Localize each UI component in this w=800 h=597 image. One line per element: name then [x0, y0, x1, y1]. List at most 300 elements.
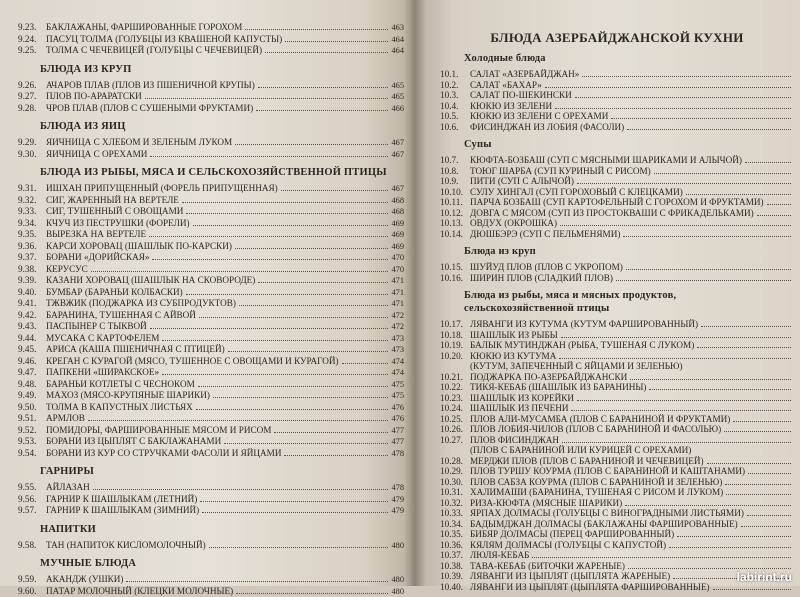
- entry-title: САЛАТ «АЗЕРБАЙДЖАН»: [470, 69, 579, 80]
- toc-entry: [440, 218, 794, 229]
- dot-leader: [625, 498, 791, 506]
- entry-title: КАЗАНИ ХОРОВАЦ (ШАШЛЫК НА СКОВОРОДЕ): [46, 275, 255, 286]
- dot-leader: [726, 487, 791, 495]
- dot-leader: [623, 229, 791, 237]
- dot-leader: [93, 482, 389, 490]
- entry-number: 9.51.: [18, 413, 46, 424]
- entry-number: 9.38.: [18, 264, 46, 275]
- entry-page: 480: [391, 541, 404, 552]
- toc-entry: [18, 218, 404, 230]
- entry-title: КЮКЮ ИЗ ЗЕЛЕНИ С ОРЕХАМИ: [470, 111, 608, 122]
- entry-page: 464: [391, 35, 404, 46]
- toc-entry: [440, 122, 794, 133]
- entry-title: ТАВА-КЕБАБ (БИТОЧКИ ЖАРЕНЫЕ): [470, 561, 625, 572]
- entry-title: БАДЫМДЖАН ДОЛМАСЫ (БАКЛАЖАНЫ ФАРШИРОВАННЫЕ): [470, 519, 738, 530]
- entry-number: 10.26.: [440, 424, 470, 435]
- entry-title: ЯИЧНИЦА С ХЛЕБОМ И ЗЕЛЕНЫМ ЛУКОМ: [46, 137, 232, 148]
- entry-number: 10.29.: [440, 466, 470, 477]
- dot-leader: [213, 390, 388, 398]
- section-heading: НАПИТКИ: [40, 523, 404, 536]
- toc-entry: [18, 379, 404, 391]
- dot-leader: [582, 69, 791, 77]
- entry-title: ШИРИН ПЛОВ (СЛАДКИЙ ПЛОВ): [470, 273, 613, 284]
- dot-leader: [126, 574, 388, 582]
- dot-leader: [228, 344, 389, 352]
- entry-title: ТОЛМА В КАПУСТНЫХ ЛИСТЬЯХ: [46, 402, 193, 413]
- toc-entry: [18, 413, 404, 425]
- entry-title: КРЕГАН С КУРАГОЙ (МЯСО, ТУШЕННОЕ С ОВОЩАМИ И КУРАГОЙ): [46, 356, 339, 367]
- entry-number: 10.16.: [440, 273, 470, 284]
- toc-entry: [18, 310, 404, 322]
- entry-number: 10.12.: [440, 208, 470, 219]
- dot-leader: [626, 262, 791, 270]
- section-heading: БЛЮДА ИЗ КРУП: [40, 63, 404, 76]
- entry-page: 473: [391, 334, 404, 345]
- watermark: labirint.ru: [737, 570, 792, 584]
- entry-continuation: (КУТУМ, ЗАПЕЧЕННЫЙ С ЯЙЦАМИ И ЗЕЛЕНЬЮ): [440, 361, 794, 372]
- entry-number: 10.20.: [440, 351, 470, 362]
- entry-title: БАКЛАЖАНЫ, ФАРШИРОВАННЫЕ ГОРОХОМ: [46, 22, 242, 33]
- toc-entry: [18, 505, 404, 517]
- entry-page: 468: [391, 196, 404, 207]
- toc-entry: [440, 372, 794, 383]
- entry-number: 9.24.: [18, 34, 46, 45]
- dot-leader: [616, 273, 791, 281]
- dot-leader: [199, 310, 389, 318]
- entry-number: 9.32.: [18, 195, 46, 206]
- entry-title: ПОДЖАРКА ПО-АЗЕРБАЙДЖАНСКИ: [470, 372, 627, 383]
- toc-entry: [18, 402, 404, 414]
- toc-entry: [440, 155, 794, 166]
- entry-number: 9.59.: [18, 574, 46, 585]
- dot-leader: [162, 367, 388, 375]
- entry-page: 478: [391, 483, 404, 494]
- entry-title: ПЛОВ ТУРШУ КОУРМА (ПЛОВ С БАРАНИНОЙ И КАШТАНАМИ): [470, 466, 745, 477]
- entry-number: 9.35.: [18, 229, 46, 240]
- toc-entry: [440, 176, 794, 187]
- dot-leader: [186, 287, 389, 295]
- entry-title: ЛЯВАНГИ ИЗ КУТУМА (КУТУМ ФАРШИРОВАННЫЙ): [470, 319, 698, 330]
- dot-leader: [669, 540, 791, 548]
- entry-page: 475: [391, 391, 404, 402]
- entry-number: 10.25.: [440, 414, 470, 425]
- toc-entry: [440, 340, 794, 351]
- entry-number: 10.35.: [440, 529, 470, 540]
- section-heading: МУЧНЫЕ БЛЮДА: [40, 557, 404, 570]
- entry-title: ТОЛМА С ЧЕЧЕВИЦЕЙ (ГОЛУБЦЫ С ЧЕЧЕВИЦЕЙ): [46, 45, 262, 56]
- entry-page: 474: [391, 368, 404, 379]
- toc-entry: [440, 519, 794, 530]
- entry-title: ПЛОВ АЛИ-МУСАМБА (ПЛОВ С БАРАНИНОЙ И ФРУКТАМИ): [470, 414, 730, 425]
- entry-title: БАРАНЬИ КОТЛЕТЫ С ЧЕСНОКОМ: [46, 379, 195, 390]
- section-heading: БЛЮДА ИЗ ЯИЦ: [40, 120, 404, 133]
- entry-title: МАХОЗ (МЯСО-КРУПЯНЫЕ ШАРИКИ): [46, 390, 210, 401]
- toc-entry: [440, 529, 794, 540]
- toc-entry: [18, 436, 404, 448]
- dot-leader: [748, 466, 791, 474]
- entry-title: БОРАНИ «ДОРИЙСКАЯ»: [46, 252, 149, 263]
- toc-entry: [440, 540, 794, 551]
- toc-entry: [18, 275, 404, 287]
- dot-leader: [677, 529, 791, 537]
- entry-number: 10.1.: [440, 69, 470, 80]
- toc-entry: [18, 137, 404, 149]
- entry-title: ДОВГА С МЯСОМ (СУП ИЗ ПРОСТОКВАШИ С ФРИКАДЕЛЬКАМИ): [470, 208, 754, 219]
- entry-page: 463: [391, 23, 404, 34]
- entry-number: 10.39.: [440, 571, 470, 582]
- entry-number: 10.3.: [440, 90, 470, 101]
- dot-leader: [611, 111, 791, 119]
- toc-entry: [18, 149, 404, 161]
- dot-leader: [236, 586, 388, 594]
- toc-entry: [440, 69, 794, 80]
- entry-title: АЙЛАЗАН: [46, 482, 90, 493]
- dot-leader: [284, 448, 388, 456]
- entry-title: ПЛОВ САБЗА КОУРМА (ПЛОВ С БАРАНИНОЙ И ЗЕЛЕНЬЮ): [470, 477, 722, 488]
- dot-leader: [162, 333, 388, 341]
- dot-leader: [560, 218, 791, 226]
- toc-entry: [18, 80, 404, 92]
- dot-leader: [182, 195, 389, 203]
- entry-title: КЮКЮ ИЗ КУТУМА: [470, 351, 556, 362]
- toc-entry: [18, 356, 404, 368]
- dot-leader: [256, 103, 388, 111]
- toc-entry: [440, 382, 794, 393]
- entry-title: ТИКЯ-КЕБАБ (ШАШЛЫК ИЗ БАРАНИНЫ): [470, 382, 646, 393]
- entry-title: МУСАКА С КАРТОФЕЛЕМ: [46, 333, 159, 344]
- entry-title: АРМЛОВ: [46, 413, 85, 424]
- dot-leader: [559, 351, 791, 359]
- entry-number: 10.18.: [440, 330, 470, 341]
- entry-number: 10.37.: [440, 550, 470, 561]
- toc-entry: [18, 298, 404, 310]
- entry-page: 472: [391, 322, 404, 333]
- dot-leader: [281, 183, 389, 191]
- entry-number: 10.34.: [440, 519, 470, 530]
- entry-title: ГАРНИР К ШАШЛЫКАМ (ЛЕТНИЙ): [46, 494, 197, 505]
- entry-page: 475: [391, 380, 404, 391]
- dot-leader: [88, 413, 389, 421]
- entry-number: 10.13.: [440, 218, 470, 229]
- entry-page: 476: [391, 414, 404, 425]
- toc-entry: [18, 333, 404, 345]
- entry-title: ШУЙУД ПЛОВ (ПЛОВ С УКРОПОМ): [470, 262, 623, 273]
- page-title: БЛЮДА АЗЕРБАЙДЖАНСКОЙ КУХНИ: [440, 30, 794, 46]
- entry-number: 9.55.: [18, 482, 46, 493]
- entry-number: 10.38.: [440, 561, 470, 572]
- entry-title: ВЫРЕЗКА НА ВЕРТЕЛЕ: [46, 229, 146, 240]
- entry-title: БОРАНИ ИЗ ЦЫПЛЯТ С БАКЛАЖАНАМИ: [46, 436, 221, 447]
- dot-leader: [575, 90, 791, 98]
- toc-entry: [18, 367, 404, 379]
- entry-number: 9.43.: [18, 321, 46, 332]
- dot-leader: [562, 435, 791, 443]
- toc-entry: [18, 540, 404, 552]
- entry-title: БУМБАР (БАРАНЬИ КОЛБАСКИ): [46, 287, 183, 298]
- entry-number: 10.7.: [440, 155, 470, 166]
- dot-leader: [571, 403, 791, 411]
- dot-leader: [627, 122, 791, 130]
- entry-title: ШАШЛЫК ИЗ КОРЕЙКИ: [470, 393, 574, 404]
- dot-leader: [235, 137, 388, 145]
- entry-title: СИГ, ТУШЕННЫЙ С ОВОЩАМИ: [46, 206, 183, 217]
- dot-leader: [701, 319, 791, 327]
- toc-entry: [18, 287, 404, 299]
- dot-leader: [91, 264, 389, 272]
- entry-number: 10.10.: [440, 187, 470, 198]
- dot-leader: [342, 356, 389, 364]
- entry-number: 9.30.: [18, 149, 46, 160]
- entry-page: 467: [391, 150, 404, 161]
- entry-number: 9.44.: [18, 333, 46, 344]
- entry-title: ЧРОВ ПЛАВ (ПЛОВ С СУШЕНЫМИ ФРУКТАМИ): [46, 103, 253, 114]
- entry-number: 10.9.: [440, 176, 470, 187]
- toc-entry: [18, 264, 404, 276]
- entry-number: 10.19.: [440, 340, 470, 351]
- entry-title: ПАСУЦ ТОЛМА (ГОЛУБЦЫ ИЗ КВАШЕНОЙ КАПУСТЫ): [46, 34, 282, 45]
- entry-title: ЯИЧНИЦА С ОРЕХАМИ: [46, 149, 147, 160]
- entry-number: 9.47.: [18, 367, 46, 378]
- toc-entry: [440, 403, 794, 414]
- dot-leader: [186, 206, 388, 214]
- toc-entry: [440, 101, 794, 112]
- entry-title: ПИТИ (СУП С АЛЫЧОЙ): [470, 176, 574, 187]
- entry-title: БАРАНИНА, ТУШЕННАЯ С АЙВОЙ: [46, 310, 196, 321]
- entry-title: ДЮШБЭРЭ (СУП С ПЕЛЬМЕНЯМИ): [470, 229, 620, 240]
- entry-number: 9.40.: [18, 287, 46, 298]
- entry-number: 10.2.: [440, 80, 470, 91]
- dot-leader: [258, 80, 389, 88]
- dot-leader: [149, 229, 388, 237]
- entry-number: 9.37.: [18, 252, 46, 263]
- dot-leader: [654, 166, 791, 174]
- entry-number: 10.15.: [440, 262, 470, 273]
- entry-number: 9.48.: [18, 379, 46, 390]
- dot-leader: [649, 382, 791, 390]
- toc-entry: [18, 241, 404, 253]
- entry-page: 469: [391, 230, 404, 241]
- toc-entry: [440, 487, 794, 498]
- entry-title: ТЖВЖИК (ПОДЖАРКА ИЗ СУБПРОДУКТОВ): [46, 298, 236, 309]
- entry-number: 9.53.: [18, 436, 46, 447]
- toc-entry: [18, 45, 404, 57]
- dot-leader: [196, 402, 389, 410]
- dot-leader: [545, 80, 791, 88]
- entry-page: 477: [391, 437, 404, 448]
- entry-title: АЧАРОВ ПЛАВ (ПЛОВ ИЗ ПШЕНИЧНОЙ КРУПЫ): [46, 80, 255, 91]
- entry-title: БОРАНИ ИЗ КУР СО СТРУЧКАМИ ФАСОЛИ И ЯЙЦАМИ: [46, 448, 281, 459]
- entry-number: 10.32.: [440, 498, 470, 509]
- entry-number: 9.45.: [18, 344, 46, 355]
- entry-number: 10.11.: [440, 197, 470, 208]
- toc-entry: [18, 103, 404, 115]
- entry-page: 469: [391, 242, 404, 253]
- toc-entry: [440, 319, 794, 330]
- entry-title: ТОЮГ ШАРБА (СУП КУРИНЫЙ С РИСОМ): [470, 166, 651, 177]
- right-page: [414, 0, 800, 586]
- entry-number: 10.36.: [440, 540, 470, 551]
- entry-title: АКАНДЖ (УШКИ): [46, 574, 123, 585]
- toc-entry: [440, 262, 794, 273]
- entry-number: 9.49.: [18, 390, 46, 401]
- dot-leader: [198, 379, 389, 387]
- entry-number: 9.52.: [18, 425, 46, 436]
- entry-number: 10.14.: [440, 229, 470, 240]
- entry-number: 9.41.: [18, 298, 46, 309]
- toc-entry: [18, 390, 404, 402]
- entry-title: САЛАТ «БАХАР»: [470, 80, 542, 91]
- entry-title: ПОМИДОРЫ, ФАРШИРОВАННЫЕ МЯСОМ И РИСОМ: [46, 425, 271, 436]
- entry-number: 10.8.: [440, 166, 470, 177]
- dot-leader: [725, 477, 791, 485]
- entry-page: 479: [391, 495, 404, 506]
- dot-leader: [224, 436, 388, 444]
- entry-title: ПЛОВ ЛОБИЯ-ЧИЛОВ (ПЛОВ С БАРАНИНОЙ И ФАСОЛЬЮ): [470, 424, 721, 435]
- toc-entry: [440, 414, 794, 425]
- toc-entry: [440, 330, 794, 341]
- toc-entry: [440, 229, 794, 240]
- entry-title: ШАШЛЫК ИЗ ПЕЧЕНИ: [470, 403, 568, 414]
- entry-title: ЛЮЛЯ-КЕБАБ: [470, 550, 529, 561]
- entry-title: ПАТАР МОЛОЧНЫЙ (КЛЕЦКИ МОЛОЧНЫЕ): [46, 586, 233, 597]
- dot-leader: [577, 393, 791, 401]
- dot-leader: [767, 197, 791, 205]
- entry-number: 9.56.: [18, 494, 46, 505]
- entry-number: 9.34.: [18, 218, 46, 229]
- dot-leader: [697, 340, 791, 348]
- dot-leader: [707, 456, 791, 464]
- toc-entry: [440, 477, 794, 488]
- entry-page: 465: [391, 81, 404, 92]
- section-heading: ГАРНИРЫ: [40, 465, 404, 478]
- toc-entry: [18, 195, 404, 207]
- section-heading: сельскохозяйственной птицы: [464, 302, 794, 315]
- toc-entry: [440, 111, 794, 122]
- section-heading: Супы: [464, 138, 794, 151]
- entry-title: ГАРНИР К ШАШЛЫКАМ (ЗИМНИЙ): [46, 505, 199, 516]
- entry-number: 10.24.: [440, 403, 470, 414]
- entry-number: 9.36.: [18, 241, 46, 252]
- entry-title: ПАСПЫНЕР С ТЫКВОЙ: [46, 321, 147, 332]
- entry-page: 474: [391, 357, 404, 368]
- dot-leader: [152, 252, 388, 260]
- dot-leader: [245, 22, 388, 30]
- entry-title: САЛАТ ПО-ШЕКИНСКИ: [470, 90, 572, 101]
- entry-title: РИЗА-КЮФТА (МЯСНЫЕ ШАРИКИ): [470, 498, 622, 509]
- dot-leader: [555, 101, 791, 109]
- entry-page: 477: [391, 426, 404, 437]
- entry-title: КЮКЮ ИЗ ЗЕЛЕНИ: [470, 101, 552, 112]
- section-heading: БЛЮДА ИЗ РЫБЫ, МЯСА И СЕЛЬСКОХОЗЯЙСТВЕННОЙ ПТИЦЫ: [40, 166, 404, 179]
- dot-leader: [209, 540, 389, 548]
- entry-title: КЮФТА-БОЗБАШ (СУП С МЯСНЫМИ ШАРИКАМИ И АЛЫЧОЙ): [470, 155, 742, 166]
- entry-page: 470: [391, 265, 404, 276]
- toc-entry: [18, 321, 404, 333]
- dot-leader: [258, 275, 388, 283]
- entry-title: БАЛЫК МУТИНДЖАН (РЫБА, ТУШЕНАЯ С ЛУКОМ): [470, 340, 694, 351]
- entry-page: 480: [391, 587, 404, 597]
- entry-number: 9.60.: [18, 586, 46, 597]
- toc-entry: [18, 229, 404, 241]
- dot-leader: [747, 508, 791, 516]
- toc-entry: [18, 344, 404, 356]
- dot-leader: [630, 372, 791, 380]
- entry-number: 10.22.: [440, 382, 470, 393]
- entry-number: 9.58.: [18, 540, 46, 551]
- entry-title: ПАРЧА БОЗБАШ (СУП КАРТОФЕЛЬНЫЙ С ГОРОХОМ И ФРУКТАМИ): [470, 197, 764, 208]
- toc-entry: [18, 586, 404, 597]
- toc-entry: [18, 482, 404, 494]
- entry-number: 9.29.: [18, 137, 46, 148]
- entry-title: ИШХАН ПРИПУЩЕННЫЙ (ФОРЕЛЬ ПРИПУЩЕННАЯ): [46, 183, 278, 194]
- entry-title: КЯЛЯМ ДОЛМАСЫ (ГОЛУБЦЫ С КАПУСТОЙ): [470, 540, 666, 551]
- entry-title: ОВДУХ (ОКРОШКА): [470, 218, 557, 229]
- entry-title: ПЛОВ ПО-АРАРАТСКИ: [46, 91, 142, 102]
- section-heading: Блюда из круп: [464, 245, 794, 258]
- toc-entry: [440, 498, 794, 509]
- entry-number: 10.5.: [440, 111, 470, 122]
- entry-title: КЧУЧ ИЗ ПЕСТРУШКИ (ФОРЕЛИ): [46, 218, 190, 229]
- entry-number: 10.4.: [440, 101, 470, 112]
- dot-leader: [150, 149, 388, 157]
- toc-entry: [440, 166, 794, 177]
- dot-leader: [741, 519, 791, 527]
- entry-page: 472: [391, 311, 404, 322]
- dot-leader: [577, 176, 791, 184]
- toc-entry: [440, 208, 794, 219]
- toc-entry: [18, 22, 404, 34]
- entry-number: 9.50.: [18, 402, 46, 413]
- entry-number: 9.46.: [18, 356, 46, 367]
- entry-page: 471: [391, 299, 404, 310]
- entry-number: 9.33.: [18, 206, 46, 217]
- dot-leader: [745, 155, 791, 163]
- entry-page: 470: [391, 253, 404, 264]
- dot-leader: [285, 34, 388, 42]
- dot-leader: [757, 208, 791, 216]
- entry-number: 10.6.: [440, 122, 470, 133]
- entry-title: ТАН (НАПИТОК КИСЛОМОЛОЧНЫЙ): [46, 540, 206, 551]
- entry-title: КЕРУСУС: [46, 264, 88, 275]
- toc-entry: [440, 80, 794, 91]
- entry-number: 10.31.: [440, 487, 470, 498]
- toc-entry: [440, 435, 794, 446]
- dot-leader: [150, 321, 389, 329]
- entry-number: 9.54.: [18, 448, 46, 459]
- entry-page: 467: [391, 138, 404, 149]
- book-gutter: [404, 0, 426, 586]
- entry-page: 476: [391, 403, 404, 414]
- dot-leader: [265, 45, 388, 53]
- section-heading: Холодные блюда: [464, 52, 794, 65]
- dot-leader: [733, 414, 791, 422]
- entry-page: 465: [391, 92, 404, 103]
- entry-number: 9.25.: [18, 45, 46, 56]
- entry-number: 10.17.: [440, 319, 470, 330]
- toc-entry: [18, 252, 404, 264]
- dot-leader: [274, 425, 388, 433]
- entry-number: 9.39.: [18, 275, 46, 286]
- toc-entry: [18, 448, 404, 460]
- entry-page: 471: [391, 288, 404, 299]
- dot-leader: [202, 505, 388, 513]
- toc-entry: [440, 550, 794, 561]
- toc-entry: [440, 466, 794, 477]
- dot-leader: [235, 241, 388, 249]
- entry-number: 10.30.: [440, 477, 470, 488]
- entry-page: 464: [391, 46, 404, 57]
- toc-entry: [440, 508, 794, 519]
